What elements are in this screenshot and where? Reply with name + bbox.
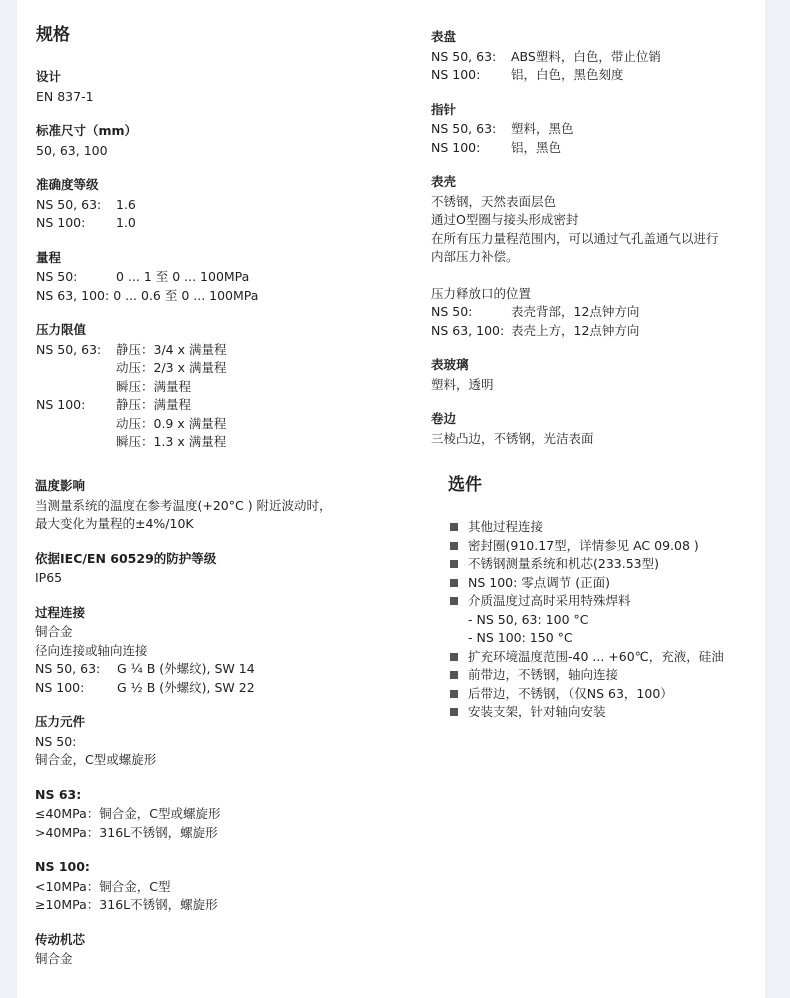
- connection-line: 铜合金: [35, 624, 73, 639]
- pressure-limit-block: [36, 321, 416, 452]
- square-bullet-icon: [450, 523, 458, 531]
- connection-row: [35, 679, 415, 698]
- case-block: [431, 173, 771, 340]
- element-line: NS 50:: [35, 733, 77, 749]
- row-key: NS 100:: [431, 67, 481, 82]
- options-title: 选件: [448, 475, 482, 495]
- option-text: 前带边，不锈钢，轴向连接: [468, 667, 619, 682]
- connection-line: 径向连接或轴向连接: [35, 642, 148, 658]
- row-value: 静压：3/4 x 满量程: [116, 341, 227, 357]
- window-block: [431, 356, 771, 394]
- option-text: 其他过程连接: [468, 519, 544, 534]
- options-section: [448, 474, 778, 722]
- ip-value: IP65: [35, 570, 63, 585]
- square-bullet-icon: [450, 653, 458, 661]
- row-value: 铝，黑色: [511, 139, 562, 155]
- row-key: NS 50, 63:: [431, 48, 497, 64]
- row-key: NS 100:: [431, 139, 481, 155]
- ns63-block: [35, 786, 415, 843]
- row-value: 塑料，黑色: [511, 121, 574, 136]
- case-line: 内部压力补偿。: [431, 249, 519, 264]
- option-subitem: - NS 100: 150 °C: [468, 630, 573, 645]
- square-bullet-icon: [450, 671, 458, 679]
- dial-row: [431, 66, 771, 85]
- element-line: 铜合金，C型或螺旋形: [35, 752, 157, 767]
- pointer-block: [431, 101, 771, 158]
- movement-block: [35, 931, 415, 969]
- row-value: 动压：2/3 x 满量程: [116, 360, 227, 375]
- list-item: [448, 574, 778, 593]
- spec-left-top: [36, 24, 416, 468]
- row-value: 静压：满量程: [116, 397, 192, 412]
- row-key: NS 100:: [35, 679, 85, 695]
- list-item: [448, 703, 778, 722]
- spec-left-bottom: [35, 477, 415, 985]
- row-value: G ½ B (外螺纹), SW 22: [117, 679, 255, 695]
- element-heading: 压力元件: [35, 714, 86, 729]
- row-key: NS 50:: [36, 269, 78, 284]
- row-value: 1.6: [116, 196, 136, 212]
- list-item: [448, 685, 778, 704]
- relief-row: [431, 303, 771, 322]
- dial-row: [431, 48, 771, 67]
- pointer-row: [431, 139, 771, 158]
- options-list-continued: [448, 648, 778, 722]
- dial-block: [431, 28, 771, 85]
- temperature-line: 最大变化为量程的±4%/10K: [35, 516, 194, 531]
- row-value: 瞬压：1.3 x 满量程: [116, 434, 227, 449]
- list-item: [448, 592, 778, 611]
- option-text: 后带边，不锈钢，（仅NS 63，100）: [468, 685, 673, 701]
- temperature-heading: 温度影响: [35, 478, 86, 493]
- page-title: 规格: [36, 25, 70, 45]
- ns63-line: ≤40MPa：铜合金，C型或螺旋形: [35, 806, 221, 821]
- connection-row: [35, 660, 415, 679]
- design-heading: 设计: [36, 69, 62, 84]
- connection-heading: 过程连接: [35, 604, 86, 620]
- design-block: [36, 68, 416, 106]
- row-key: NS 50, 63:: [431, 121, 497, 136]
- list-item: [448, 537, 778, 556]
- list-item: [448, 648, 778, 667]
- ring-block: [431, 410, 771, 448]
- range-heading: 量程: [36, 249, 62, 265]
- row-value: 表壳上方，12点钟方向: [511, 322, 640, 338]
- list-item: [448, 518, 778, 537]
- option-subitem: - NS 50, 63: 100 °C: [468, 611, 589, 627]
- row-key: NS 100:: [36, 397, 86, 412]
- range-row: [36, 268, 416, 287]
- pressure-limit-row: [36, 341, 416, 360]
- row-value: G ¼ B (外螺纹), SW 14: [117, 661, 255, 676]
- square-bullet-icon: [450, 708, 458, 716]
- square-bullet-icon: [450, 597, 458, 605]
- case-heading: 表壳: [431, 174, 457, 189]
- temperature-line: 当测量系统的温度在参考温度(+20°C ) 附近波动时，: [35, 497, 332, 513]
- option-text: 扩充环境温度范围-40 ... +60℃，充液，硅油: [468, 648, 724, 664]
- row-value: 瞬压：满量程: [116, 378, 192, 394]
- relief-heading: 压力释放口的位置: [431, 285, 532, 301]
- accuracy-row: [36, 196, 416, 215]
- dial-heading: 表盘: [431, 29, 457, 44]
- row-key: NS 50, 63:: [35, 661, 101, 676]
- temperature-block: [35, 477, 415, 534]
- accuracy-row: [36, 214, 416, 233]
- connection-block: [35, 604, 415, 698]
- ip-block: [35, 550, 415, 588]
- window-value: 塑料，透明: [431, 376, 494, 392]
- pointer-heading: 指针: [431, 101, 457, 117]
- size-value: 50, 63, 100: [36, 142, 108, 158]
- ring-heading: 卷边: [431, 411, 457, 426]
- design-value: EN 837-1: [36, 88, 94, 104]
- ring-value: 三棱凸边，不锈钢，光洁表面: [431, 430, 594, 446]
- case-line: 通过O型圈与接头形成密封: [431, 212, 579, 227]
- row-value: 表壳背部，12点钟方向: [511, 304, 640, 319]
- row-key: NS 100:: [36, 215, 86, 230]
- list-item: [448, 666, 778, 685]
- row-value: 0 ... 1 至 0 ... 100MPa: [116, 269, 250, 284]
- option-text: 不锈钢测量系统和机芯(233.53型): [468, 556, 659, 571]
- ns100-line: <10MPa：铜合金，C型: [35, 878, 171, 894]
- case-line: 不锈钢，天然表面层色: [431, 193, 557, 209]
- row-value: 铝，白色，黑色刻度: [511, 67, 624, 82]
- ns100-heading: NS 100:: [35, 859, 90, 874]
- square-bullet-icon: [450, 542, 458, 550]
- ns63-heading: NS 63:: [35, 786, 82, 802]
- ns100-line: ≥10MPa：316L不锈钢，螺旋形: [35, 897, 218, 912]
- ip-heading: 依据IEC/EN 60529的防护等级: [35, 550, 217, 566]
- ns63-line: >40MPa：316L不锈钢，螺旋形: [35, 824, 218, 840]
- movement-heading: 传动机芯: [35, 931, 86, 947]
- size-block: [36, 122, 416, 160]
- ns100-block: [35, 858, 415, 915]
- size-heading: 标准尺寸（mm）: [36, 123, 138, 138]
- row-key: NS 50, 63:: [36, 341, 102, 357]
- row-value: 0 ... 0.6 至 0 ... 100MPa: [113, 287, 259, 303]
- option-text: 密封圈(910.17型，详情参见 AC 09.08 ): [468, 537, 699, 553]
- row-key: NS 63, 100:: [36, 287, 110, 303]
- row-key: NS 63, 100:: [431, 322, 505, 338]
- row-key: NS 50:: [431, 304, 473, 319]
- window-heading: 表玻璃: [431, 357, 469, 372]
- pointer-row: [431, 120, 771, 139]
- square-bullet-icon: [450, 560, 458, 568]
- range-row: [36, 287, 416, 306]
- option-text: 安装支架，针对轴向安装: [468, 704, 606, 719]
- option-text: 介质温度过高时采用特殊焊料: [468, 593, 631, 608]
- row-value: 1.0: [116, 215, 136, 230]
- list-item: [448, 555, 778, 574]
- element-block: [35, 713, 415, 770]
- row-value: 动压：0.9 x 满量程: [116, 415, 227, 431]
- spec-right-top: [431, 28, 771, 464]
- pressure-limit-heading: 压力限值: [36, 322, 87, 337]
- range-block: [36, 249, 416, 306]
- row-value: ABS塑料，白色，带止位销: [511, 48, 661, 64]
- row-key: NS 50, 63:: [36, 196, 102, 212]
- pressure-limit-row: [36, 396, 416, 415]
- accuracy-block: [36, 176, 416, 233]
- square-bullet-icon: [450, 579, 458, 587]
- accuracy-heading: 准确度等级: [36, 177, 99, 192]
- options-list: [448, 518, 778, 611]
- case-line: 在所有压力量程范围内，可以通过气孔盖通气以进行: [431, 230, 719, 246]
- movement-value: 铜合金: [35, 951, 73, 966]
- option-text: NS 100: 零点调节 (正面): [468, 574, 611, 590]
- relief-row: [431, 322, 771, 341]
- square-bullet-icon: [450, 690, 458, 698]
